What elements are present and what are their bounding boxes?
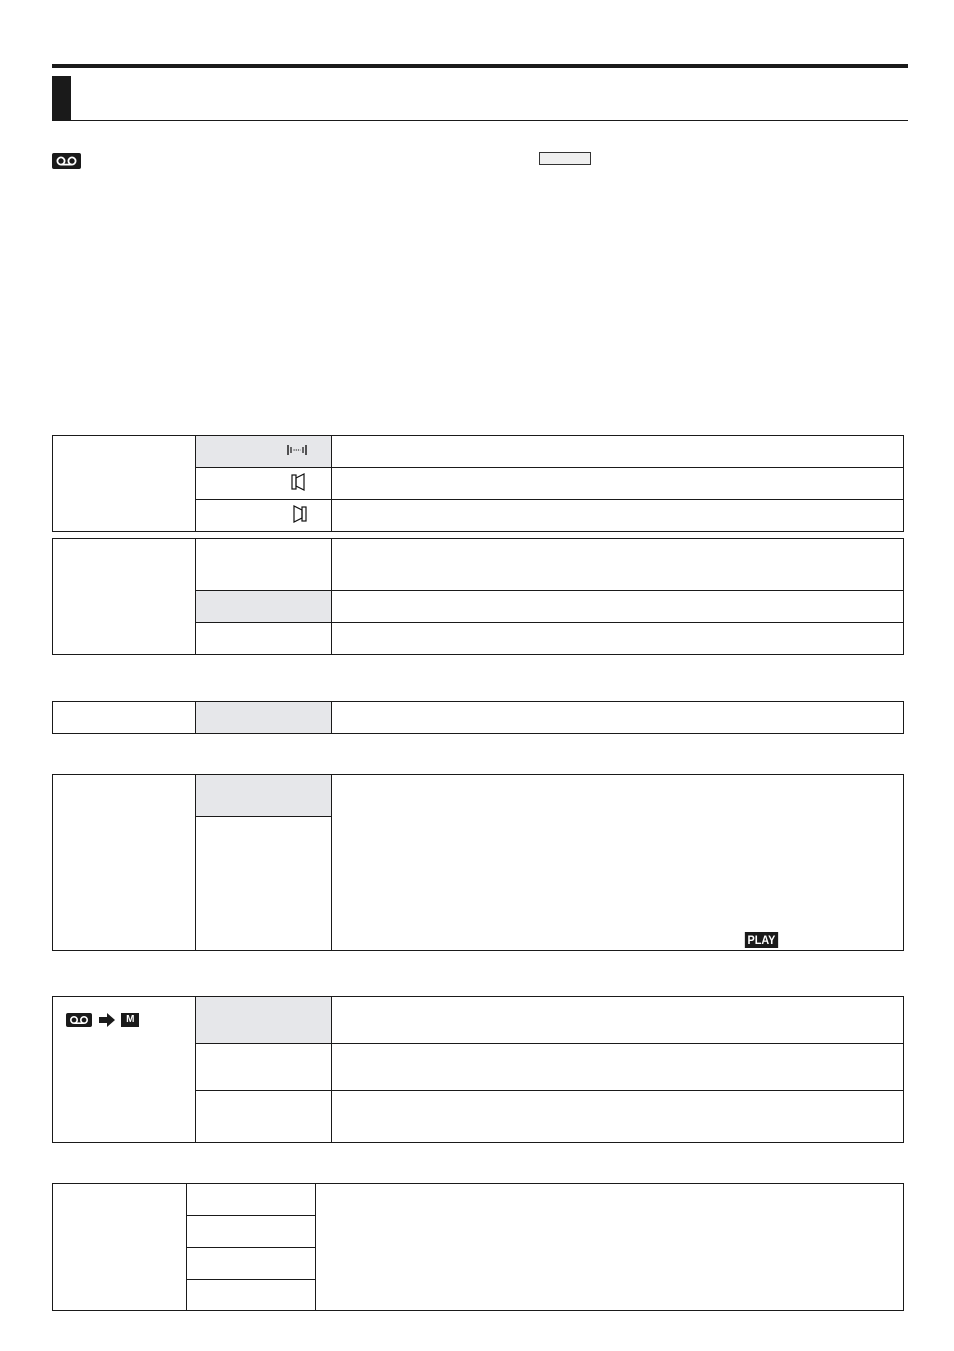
option-desc — [332, 702, 904, 734]
option-desc — [332, 775, 904, 951]
table-label — [53, 702, 196, 734]
settings-table-3 — [52, 701, 904, 734]
tape-icon — [66, 1013, 92, 1027]
option-desc — [332, 1091, 904, 1143]
option-cell[interactable] — [196, 1044, 332, 1091]
option-cell[interactable] — [187, 1248, 316, 1280]
settings-table-5 — [52, 996, 904, 1143]
option-desc — [332, 436, 904, 468]
option-desc — [332, 623, 904, 655]
tape-icon — [52, 153, 81, 169]
option-desc — [332, 591, 904, 623]
option-desc — [332, 539, 904, 591]
wide-sound-icon — [287, 443, 307, 457]
option-desc — [332, 997, 904, 1044]
table-label — [53, 436, 196, 532]
option-cell[interactable] — [187, 1216, 316, 1248]
settings-table-6 — [52, 1183, 904, 1311]
option-cell[interactable] — [196, 702, 332, 734]
option-cell[interactable] — [196, 436, 332, 468]
option-cell[interactable] — [187, 1184, 316, 1216]
option-desc — [332, 468, 904, 500]
section-underline — [52, 120, 908, 121]
option-cell[interactable] — [196, 997, 332, 1044]
table-label — [53, 1184, 187, 1311]
key-label-box — [539, 152, 591, 165]
arrow-right-icon — [98, 1012, 116, 1028]
option-cell[interactable] — [196, 623, 332, 655]
top-rule — [52, 64, 908, 68]
speaker-left-icon — [291, 505, 307, 523]
option-cell[interactable] — [196, 539, 332, 591]
option-cell[interactable] — [196, 468, 332, 500]
memory-icon: M — [121, 1013, 139, 1027]
option-cell[interactable] — [196, 1091, 332, 1143]
play-badge: PLAY — [745, 932, 778, 948]
table-label — [53, 539, 196, 655]
settings-table-4 — [52, 774, 904, 951]
option-cell[interactable] — [196, 775, 332, 817]
option-desc — [332, 500, 904, 532]
table-label — [53, 775, 196, 951]
option-cell[interactable] — [187, 1280, 316, 1311]
speaker-right-icon — [291, 473, 307, 491]
option-desc — [316, 1184, 904, 1311]
option-desc — [332, 1044, 904, 1091]
section-marker — [52, 76, 71, 121]
option-cell[interactable] — [196, 591, 332, 623]
settings-table-1 — [52, 435, 904, 532]
option-cell[interactable] — [196, 817, 332, 951]
option-cell[interactable] — [196, 500, 332, 532]
mode-icons-cell — [53, 997, 196, 1143]
settings-table-2 — [52, 538, 904, 655]
